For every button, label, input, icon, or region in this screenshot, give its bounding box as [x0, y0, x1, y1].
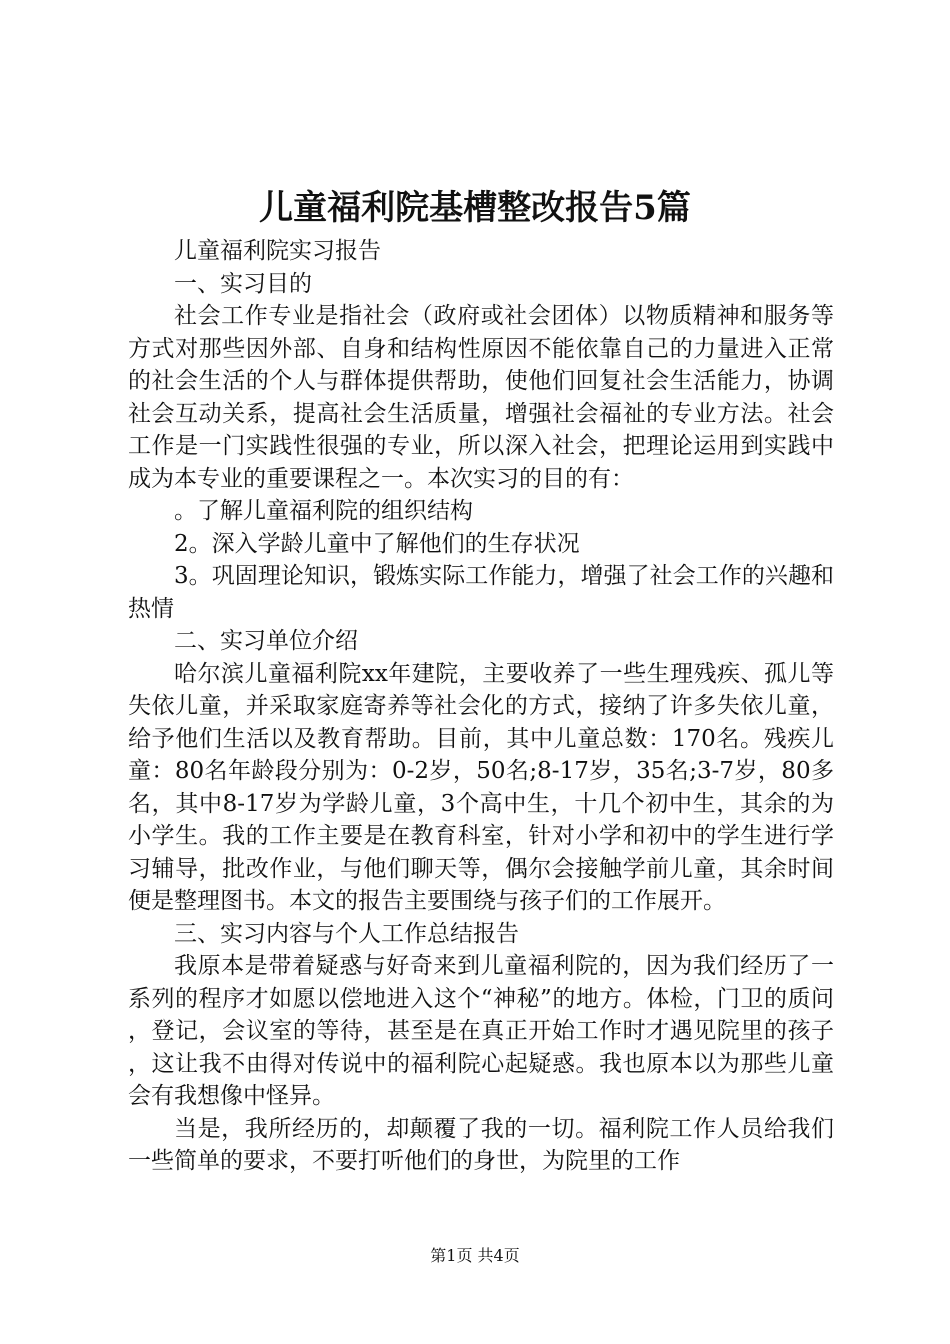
document-body [128, 235, 834, 1178]
list-item-3: 3。巩固理论知识，锻炼实际工作能力，增强了社会工作的兴趣和热情 [128, 563, 834, 622]
paragraph-heading-2: 二、实习单位介绍 [174, 628, 358, 654]
paragraph-1: 社会工作专业是指社会（政府或社会团体）以物质精神和服务等方式对那些因外部、自身和结构性原因不能依靠自己的力量进入正常的社会生活的个人与群体提供帮助，使他们回复社会生活能力，协调社会互动关系，提高社会生活质量，增强社会福祉的专业方法。社会工作是一门实践性很强的专业，所以深入社会，把理论运用到实践中成为本专业的重要课程之一。本次实习的目的有： [128, 303, 834, 492]
list-item-2: 2。深入学龄儿童中了解他们的生存状况 [174, 530, 580, 557]
paragraph-subtitle: 儿童福利院实习报告 [174, 238, 381, 264]
paragraph-2: 哈尔滨儿童福利院xx年建院，主要收养了一些生理残疾、孤儿等失依儿童，并采取家庭寄养等社会化的方式，接纳了许多失依儿童，给予他们生活以及教育帮助。目前，其中儿童总数：170名。残疾儿童：80名年龄段分别为：0-2岁，50名;8-17岁，35名;3-7岁，80多名，其中8-17岁为学龄儿童，3个高中生，十几个初中生，其余的为小学生。我的工作主要是在教育科室，针对小学和初中的学生进行学习辅导，批改作业，与他们聊天等，偶尔会接触学前儿童，其余时间便是整理图书。本文的报告主要围绕与孩子们的工作展开。 [128, 660, 834, 914]
paragraph-3: 我原本是带着疑惑与好奇来到儿童福利院的，因为我们经历了一系列的程序才如愿以偿地进入这个“神秘”的地方。体检，门卫的质问，登记，会议室的等待，甚至是在真正开始工作时才遇见院里的孩子，这让我不由得对传说中的福利院心起疑惑。我也原本以为那些儿童会有我想像中怪异。 [128, 953, 834, 1109]
page-footer: 第1页 共4页 [430, 1246, 520, 1265]
paragraph-heading-3: 三、实习内容与个人工作总结报告 [174, 920, 519, 947]
paragraph-heading-1: 一、实习目的 [174, 270, 312, 297]
paragraph-4: 当是，我所经历的，却颠覆了我的一切。福利院工作人员给我们一些简单的要求，不要打听他们的身世，为院里的工作 [128, 1115, 834, 1174]
document-title: 儿童福利院基槽整改报告5篇 [259, 188, 691, 228]
list-item-1: 。了解儿童福利院的组织结构 [174, 498, 473, 524]
